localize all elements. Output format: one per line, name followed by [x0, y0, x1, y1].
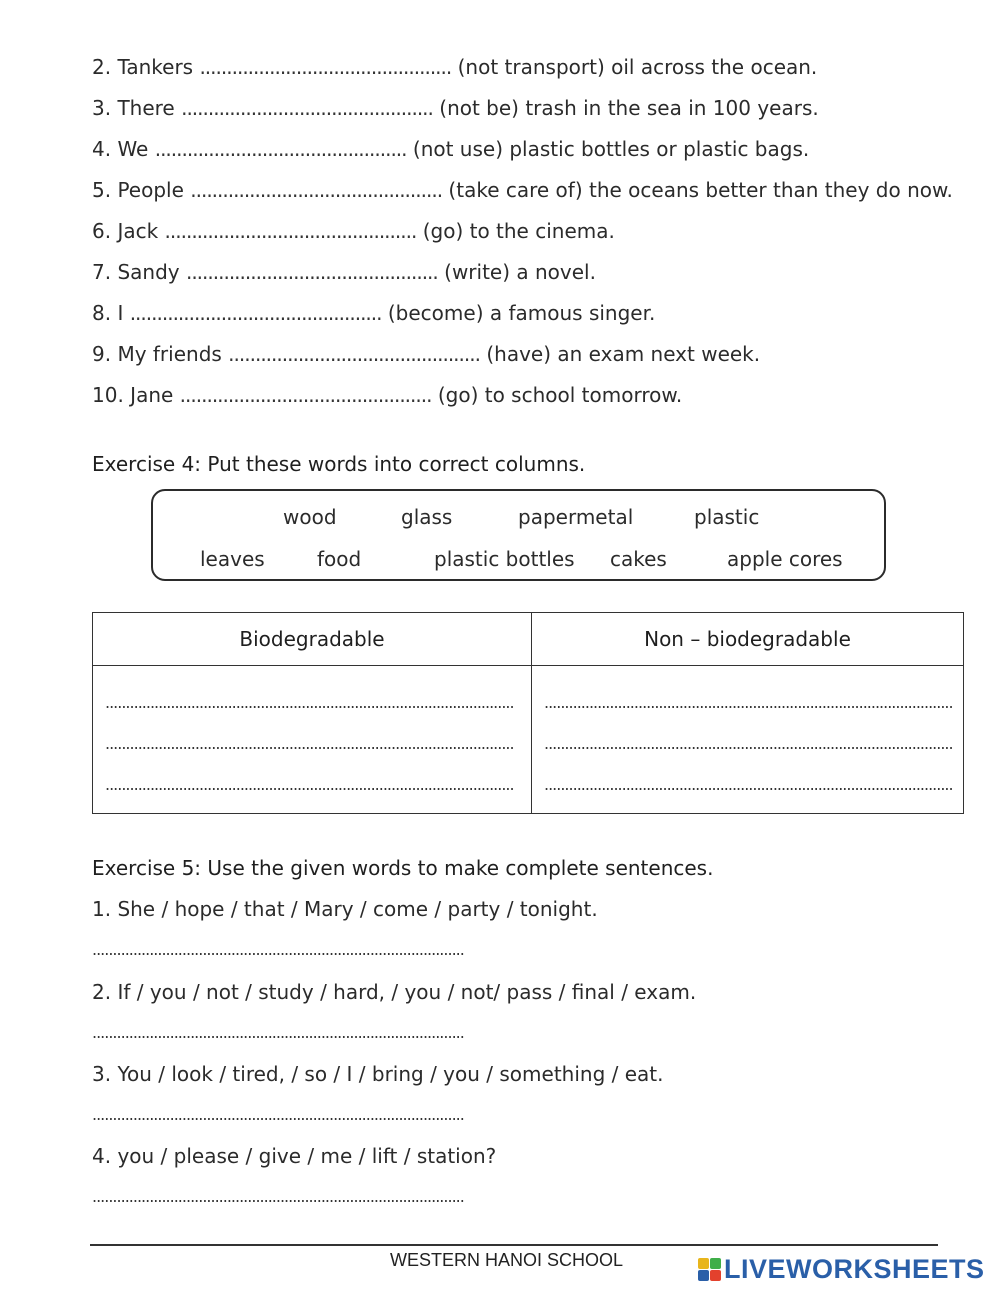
item-hint: (go) to the cinema. — [422, 219, 615, 243]
brand-logo-link[interactable] — [698, 1254, 985, 1285]
word-bank-item: glass — [401, 505, 453, 529]
word-bank-item: apple cores — [727, 547, 843, 571]
answer-blank[interactable]: ........................................................................................... — [92, 1023, 464, 1042]
sorting-table — [92, 612, 964, 814]
word-bank-item: plastic bottles — [434, 547, 575, 571]
liveworksheets-logo-icon — [698, 1258, 721, 1281]
item-label: 9. My friends — [92, 342, 222, 366]
word-bank-item: wood — [283, 505, 337, 529]
exercise3-item-7 — [92, 260, 596, 284]
exercise3-item-6 — [92, 219, 615, 243]
exercise4-heading: Exercise 4: Put these words into correct columns. — [92, 452, 586, 476]
answer-blank[interactable]: ............................................... — [190, 178, 443, 202]
answer-blank[interactable]: .................................................................................................... — [105, 775, 514, 794]
non-biodegradable-answers — [532, 666, 964, 814]
word-bank-item: leaves — [200, 547, 265, 571]
answer-blank[interactable]: .................................................................................................... — [544, 693, 953, 712]
footer-divider — [90, 1244, 938, 1246]
item-hint: (write) a novel. — [444, 260, 596, 284]
exercise5-prompt-4: 4. you / please / give / me / lift / station? — [92, 1144, 497, 1168]
answer-blank[interactable]: ............................................... — [179, 383, 432, 407]
item-hint: (become) a famous singer. — [387, 301, 656, 325]
item-hint: (take care of) the oceans better than they do now. — [448, 178, 953, 202]
exercise5-prompt-1: 1. She / hope / that / Mary / come / party / tonight. — [92, 897, 598, 921]
item-label: 2. Tankers — [92, 55, 194, 79]
word-bank-item: papermetal — [518, 505, 634, 529]
word-bank-box — [151, 489, 886, 581]
item-hint: (not be) trash in the sea in 100 years. — [439, 96, 819, 120]
answer-blank[interactable]: .................................................................................................... — [105, 734, 514, 753]
answer-blank[interactable]: .................................................................................................... — [544, 775, 953, 794]
answer-blank[interactable]: ............................................... — [228, 342, 480, 366]
item-label: 7. Sandy — [92, 260, 180, 284]
answer-blank[interactable]: ............................................... — [185, 260, 438, 284]
answer-blank[interactable]: ........................................................................................... — [92, 1105, 464, 1124]
word-bank-item: plastic — [694, 505, 760, 529]
answer-blank[interactable]: .................................................................................................... — [105, 693, 514, 712]
item-label: 10. Jane — [92, 383, 174, 407]
biodegradable-answers — [93, 666, 532, 814]
item-label: 4. We — [92, 137, 149, 161]
exercise3-item-4 — [92, 137, 809, 161]
exercise3-item-9 — [92, 342, 760, 366]
exercise5-prompt-2: 2. If / you / not / study / hard, / you / not/ pass / final / exam. — [92, 980, 697, 1004]
answer-blank[interactable]: ............................................... — [164, 219, 417, 243]
answer-blank[interactable]: ........................................................................................... — [92, 940, 464, 959]
item-label: 6. Jack — [92, 219, 159, 243]
item-hint: (not use) plastic bottles or plastic bags. — [412, 137, 810, 161]
exercise3-item-8 — [92, 301, 655, 325]
item-label: 5. People — [92, 178, 184, 202]
school-name: WESTERN HANOI SCHOOL — [390, 1250, 624, 1270]
column-header-biodegradable: Biodegradable — [93, 613, 532, 666]
answer-blank[interactable]: ............................................... — [154, 137, 407, 161]
exercise5-heading: Exercise 5: Use the given words to make complete sentences. — [92, 856, 714, 880]
item-label: 3. There — [92, 96, 175, 120]
answer-blank[interactable]: ............................................... — [181, 96, 433, 120]
item-hint: (have) an exam next week. — [486, 342, 761, 366]
item-hint: (go) to school tomorrow. — [437, 383, 683, 407]
exercise3-item-3 — [92, 96, 819, 120]
item-hint: (not transport) oil across the ocean. — [457, 55, 818, 79]
exercise5-prompt-3: 3. You / look / tired, / so / I / bring / you / something / eat. — [92, 1062, 664, 1086]
exercise3-item-2 — [92, 55, 817, 79]
word-bank-item: cakes — [610, 547, 667, 571]
column-header-non-biodegradable: Non – biodegradable — [532, 613, 964, 666]
brand-name: LIVEWORKSHEETS — [724, 1254, 985, 1284]
exercise3-item-10 — [92, 383, 682, 407]
answer-blank[interactable]: ............................................... — [129, 301, 382, 325]
answer-blank[interactable]: ............................................... — [199, 55, 452, 79]
word-bank-item: food — [317, 547, 362, 571]
exercise3-item-5 — [92, 178, 953, 202]
item-label: 8. I — [92, 301, 124, 325]
answer-blank[interactable]: .................................................................................................... — [544, 734, 953, 753]
answer-blank[interactable]: ........................................................................................... — [92, 1187, 464, 1206]
